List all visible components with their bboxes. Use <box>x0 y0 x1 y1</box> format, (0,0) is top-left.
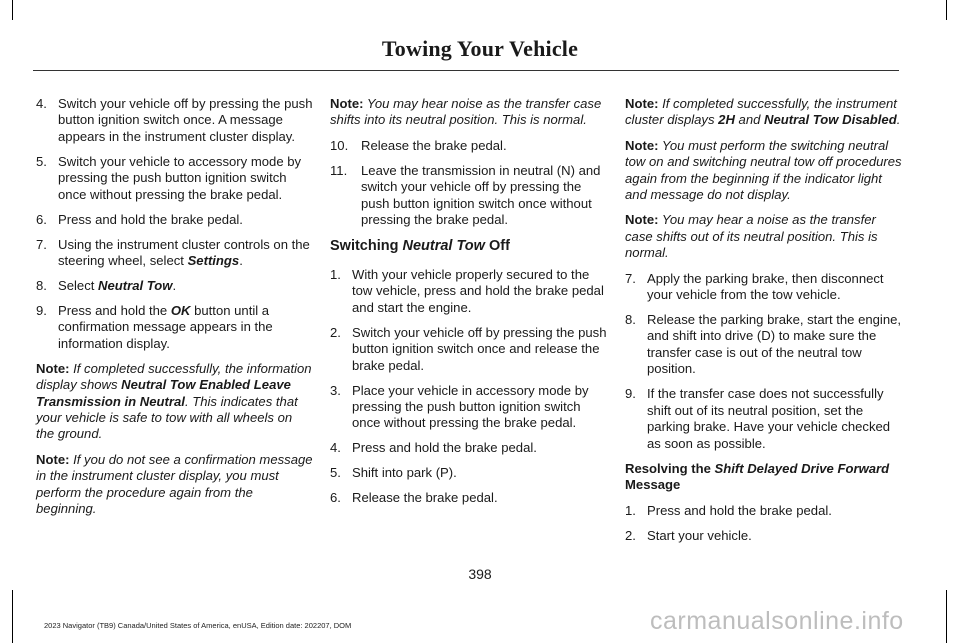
list-text-part: . <box>239 253 243 269</box>
column-middle <box>330 96 608 515</box>
list-number: 10. <box>330 137 349 153</box>
page-title: Towing Your Vehicle <box>381 36 579 61</box>
note-text-part: If completed successfully, the instrument cluster displays <box>625 96 897 128</box>
list-text: Shift into park (P). <box>352 465 457 481</box>
list-text-part: button until a confirmation message appears in the information display. <box>58 303 273 351</box>
note-label: Note: <box>625 137 659 153</box>
list-number: 6. <box>330 490 341 506</box>
list-item <box>330 490 608 506</box>
subheading-part: Resolving the <box>625 460 715 476</box>
page-number: 398 <box>468 566 492 582</box>
list-item <box>36 278 314 294</box>
title-divider <box>33 70 899 71</box>
list-text: Switch your vehicle off by pressing the push button ignition switch once. A message appears in the instrument cluster display. <box>58 96 313 144</box>
list-item <box>330 267 608 316</box>
list-number: 1. <box>330 267 341 283</box>
subheading-part: Message <box>625 476 681 492</box>
column-right <box>625 96 903 553</box>
list-text <box>58 303 314 352</box>
list-text <box>58 237 314 270</box>
note-text: If you do not see a confirmation message in the instrument cluster display, you must perform the procedure again from the beginning. <box>36 451 313 517</box>
ok-term: OK <box>170 303 191 319</box>
list-text: Apply the parking brake, then disconnect your vehicle from the tow vehicle. <box>647 270 884 303</box>
list-item <box>330 163 608 229</box>
note-label: Note: <box>625 96 659 111</box>
list-number: 4. <box>36 96 47 111</box>
list-text-part: Select <box>58 278 99 294</box>
note-text <box>36 361 312 442</box>
edition-footer: 2023 Navigator (TB9) Canada/United States of America, enUSA, Edition date: 202207, DOM <box>44 621 352 630</box>
list-number: 5. <box>330 465 341 481</box>
list-text-part: Using the instrument cluster controls on the steering wheel, select <box>58 236 310 269</box>
neutral-tow-disabled-term: Neutral Tow Disabled <box>764 112 897 128</box>
list-item <box>330 465 608 481</box>
list-item <box>625 271 903 304</box>
note <box>330 96 608 129</box>
note-text: You may hear a noise as the transfer case shifts out of its neutral position. This is normal. <box>625 212 878 261</box>
list-item <box>36 303 314 352</box>
note-label: Note: <box>330 96 364 111</box>
list-text-part: Press and hold the <box>58 303 171 319</box>
list-text: Release the brake pedal. <box>352 490 498 506</box>
list-item <box>36 212 314 228</box>
list-item <box>36 237 314 270</box>
list-text: Press and hold the brake pedal. <box>647 503 832 519</box>
list-number: 8. <box>625 312 636 328</box>
crop-mark-top-left <box>12 0 13 20</box>
list-text: Switch your vehicle to accessory mode by pressing the push button ignition switch once without pressing the brake pedal. <box>58 153 302 202</box>
list-text: Release the brake pedal. <box>361 137 507 153</box>
list-number: 7. <box>36 236 47 252</box>
note-text-part: and <box>734 112 765 128</box>
list-text: Start your vehicle. <box>647 528 752 544</box>
shift-delayed-term: Shift Delayed Drive Forward <box>714 460 890 476</box>
list-number: 1. <box>625 503 636 519</box>
list-number: 9. <box>625 386 636 402</box>
list-item <box>625 528 903 544</box>
list-text: If the transfer case does not successfully shift out of its neutral position, set the parking brake. Have your vehicle checked as soon as possible. <box>647 386 891 451</box>
crop-mark-bottom-left <box>12 590 13 643</box>
list-number: 2. <box>330 324 341 340</box>
note-text <box>625 96 900 127</box>
list-text: Leave the transmission in neutral (N) and switch your vehicle off by pressing the push button ignition switch once without pressing the brake pedal. <box>361 162 601 228</box>
neutral-tow-term: Neutral Tow <box>402 238 485 255</box>
note-text-part: . <box>896 112 901 128</box>
list-item <box>330 440 608 456</box>
list-number: 6. <box>36 211 47 227</box>
list-item <box>330 138 608 154</box>
section-heading <box>330 237 608 255</box>
column-left <box>36 96 314 527</box>
list-text: Press and hold the brake pedal. <box>58 211 243 227</box>
list-item <box>330 383 608 432</box>
note <box>625 96 903 129</box>
note-label: Note: <box>36 451 70 467</box>
list-item <box>36 154 314 203</box>
note <box>36 361 314 443</box>
list-number: 5. <box>36 153 47 169</box>
note-text: You may hear noise as the transfer case shifts into its neutral position. This is normal. <box>330 96 602 128</box>
note <box>625 212 903 261</box>
note-label: Note: <box>36 360 70 376</box>
crop-mark-top-right <box>946 0 947 20</box>
2h-term: 2H <box>718 112 735 128</box>
list-number: 2. <box>625 528 636 544</box>
list-item <box>330 325 608 374</box>
heading-part: Off <box>484 238 510 255</box>
note-text-part: If completed successfully, the information display shows <box>36 360 312 393</box>
neutral-tow-term: Neutral Tow <box>98 278 173 294</box>
list-number: 3. <box>330 382 341 398</box>
list-text: Switch your vehicle off by pressing the push button ignition switch once and release the brake pedal. <box>352 324 607 373</box>
note-text: You must perform the switching neutral tow on and switching neutral tow off procedures again from the beginning if the indicator light and message do not display. <box>625 137 902 203</box>
list-number: 11. <box>330 162 348 178</box>
crop-mark-bottom-right <box>946 590 947 643</box>
watermark: carmanualsonline.info <box>650 607 904 635</box>
list-text <box>58 278 314 294</box>
settings-term: Settings <box>187 253 240 269</box>
list-text: Press and hold the brake pedal. <box>352 440 537 456</box>
list-text-part: . <box>172 278 177 294</box>
list-item <box>625 503 903 519</box>
list-number: 8. <box>36 278 47 294</box>
list-item <box>625 312 903 378</box>
note-label: Note: <box>625 212 659 228</box>
note-text-part: . This indicates that your vehicle is safe to tow with all wheels on the ground. <box>36 393 298 442</box>
note <box>625 138 903 204</box>
list-text: Release the parking brake, start the engine, and shift into drive (D) to make sure the transfer case is out of the neutral tow position. <box>647 312 902 377</box>
note <box>36 452 314 518</box>
section-subheading <box>625 461 903 494</box>
list-number: 9. <box>36 303 47 319</box>
neutral-tow-enabled-term: Neutral Tow Enabled Leave Transmission in Neutral <box>36 377 291 409</box>
heading-part: Switching <box>330 238 403 255</box>
list-item <box>625 386 903 452</box>
list-item <box>36 96 314 145</box>
list-text: With your vehicle properly secured to the tow vehicle, press and hold the brake pedal and start the engine. <box>352 267 604 315</box>
list-number: 4. <box>330 440 341 456</box>
list-text: Place your vehicle in accessory mode by pressing the push button ignition switch once without pressing the brake pedal. <box>352 382 589 431</box>
list-number: 7. <box>625 270 636 286</box>
